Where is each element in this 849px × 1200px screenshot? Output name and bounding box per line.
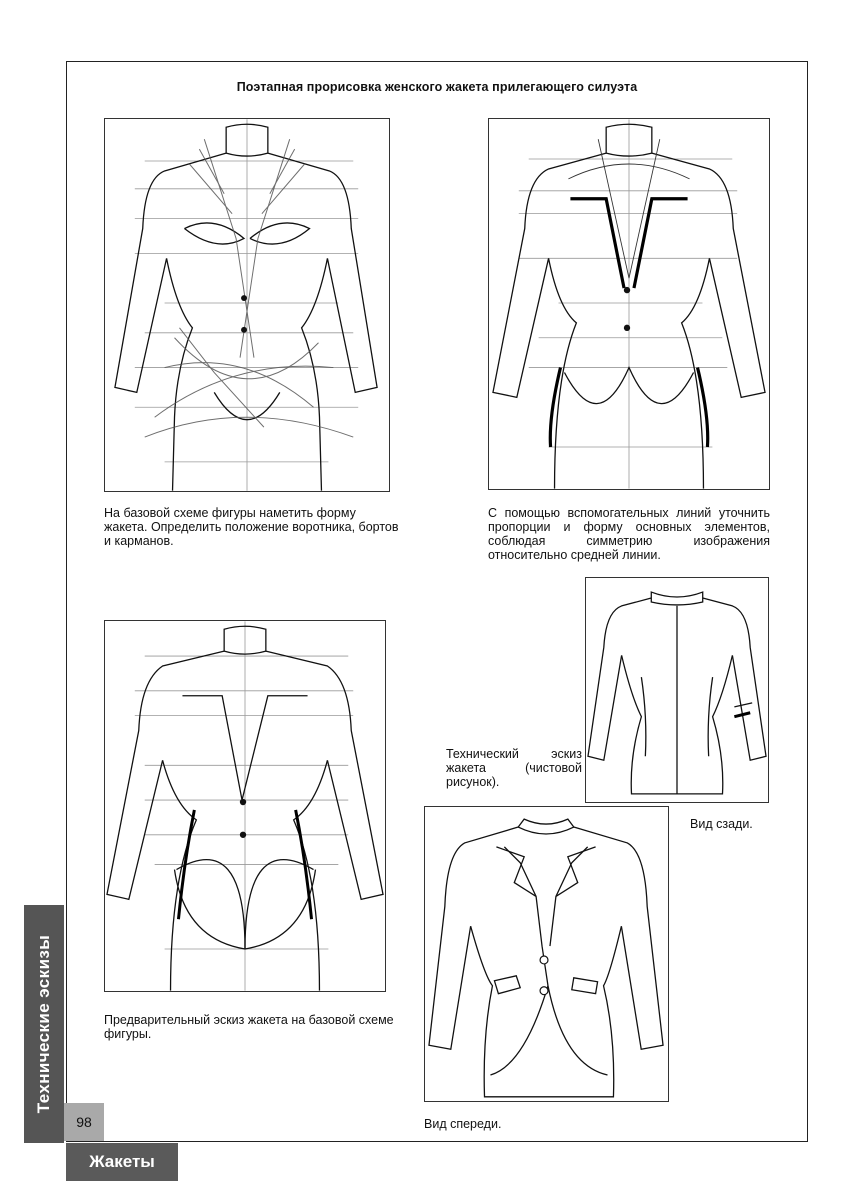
sketch-step3-figure	[104, 620, 386, 992]
page-title: Поэтапная прорисовка женского жакета прилегающего силуэта	[236, 80, 638, 94]
section-tab-label: Технические эскизы	[34, 934, 54, 1114]
technical-sketch-back	[585, 577, 769, 803]
sketch-step3-drawing	[105, 621, 385, 991]
caption-step1: На базовой схеме фигуры наметить форму жакета. Определить положение воротника, бортов и карманов.	[104, 506, 399, 548]
technical-sketch-front	[424, 806, 669, 1102]
front-view-drawing	[425, 807, 668, 1101]
back-view-drawing	[586, 578, 768, 802]
caption-technical: Технический эскиз жакета (чистовой рисунок).	[446, 747, 582, 789]
caption-back-view: Вид сзади.	[690, 817, 753, 831]
chapter-tab: Жакеты	[66, 1143, 178, 1181]
sketch-step1-drawing	[105, 119, 389, 491]
section-tab	[24, 905, 64, 1143]
caption-front-view: Вид спереди.	[424, 1117, 502, 1131]
caption-step2: С помощью вспомогательных линий уточнить пропорции и форму основных элементов, соблюдая симметрию изображения относительно средней линии.	[488, 506, 770, 562]
page-number: 98	[64, 1103, 104, 1141]
caption-step3: Предварительный эскиз жакета на базовой схеме фигуры.	[104, 1013, 394, 1041]
sketch-step2-drawing	[489, 119, 769, 489]
sketch-step1-figure	[104, 118, 390, 492]
sketch-step2-figure	[488, 118, 770, 490]
